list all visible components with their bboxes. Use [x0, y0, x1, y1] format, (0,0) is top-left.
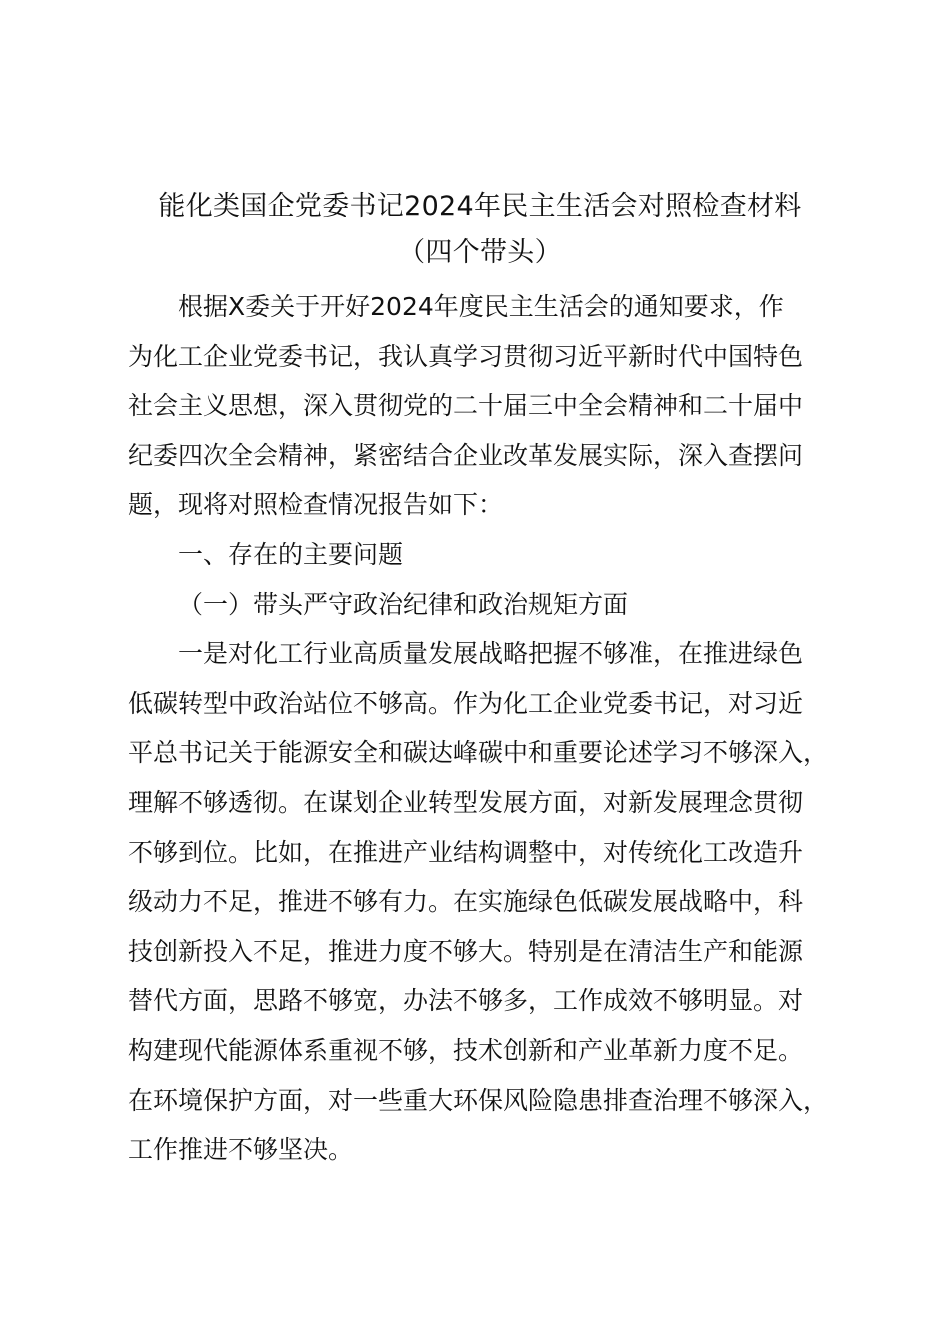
body-text-line: （一）带头严守政治纪律和政治规矩方面: [178, 589, 629, 619]
body-text-line: 工作推进不够坚决。: [128, 1135, 354, 1165]
body-text-line: 构建现代能源体系重视不够，技术创新和产业革新力度不足。: [128, 1035, 804, 1065]
document-body: [128, 282, 838, 1175]
body-text-line: 替代方面，思路不够宽，办法不够多，工作成效不够明显。对: [128, 986, 804, 1016]
body-text-line: 在环境保护方面，对一些重大环保风险隐患排查治理不够深入，: [128, 1085, 829, 1115]
body-text-line: 技创新投入不足，推进力度不够大。特别是在清洁生产和能源: [128, 936, 804, 966]
body-text-line: 一、存在的主要问题: [178, 539, 404, 569]
body-text-line: 理解不够透彻。在谋划企业转型发展方面，对新发展理念贯彻: [128, 787, 804, 817]
document-title: [100, 184, 860, 276]
body-text-line: 不够到位。比如，在推进产业结构调整中，对传统化工改造升: [128, 837, 804, 867]
body-text-line: 平总书记关于能源安全和碳达峰碳中和重要论述学习不够深入，: [128, 738, 829, 768]
body-text-line: 一是对化工行业高质量发展战略把握不够准，在推进绿色: [178, 639, 804, 669]
title-line-2: （四个带头）: [398, 237, 562, 268]
body-text-line: 级动力不足，推进不够有力。在实施绿色低碳发展战略中，科: [128, 887, 804, 917]
body-text-line: 题，现将对照检查情况报告如下：: [128, 490, 504, 520]
body-text-line: 根据X委关于开好2024年度民主生活会的通知要求，作: [178, 292, 784, 321]
body-text-line: 低碳转型中政治站位不够高。作为化工企业党委书记，对习近: [128, 688, 804, 718]
body-text-line: 社会主义思想，深入贯彻党的二十届三中全会精神和二十届中: [128, 391, 804, 421]
title-line-1: 能化类国企党委书记2024年民主生活会对照检查材料: [158, 191, 802, 222]
body-text-line: 纪委四次全会精神，紧密结合企业改革发展实际，深入查摆问: [128, 440, 804, 470]
body-text-line: 为化工企业党委书记，我认真学习贯彻习近平新时代中国特色: [128, 341, 804, 371]
